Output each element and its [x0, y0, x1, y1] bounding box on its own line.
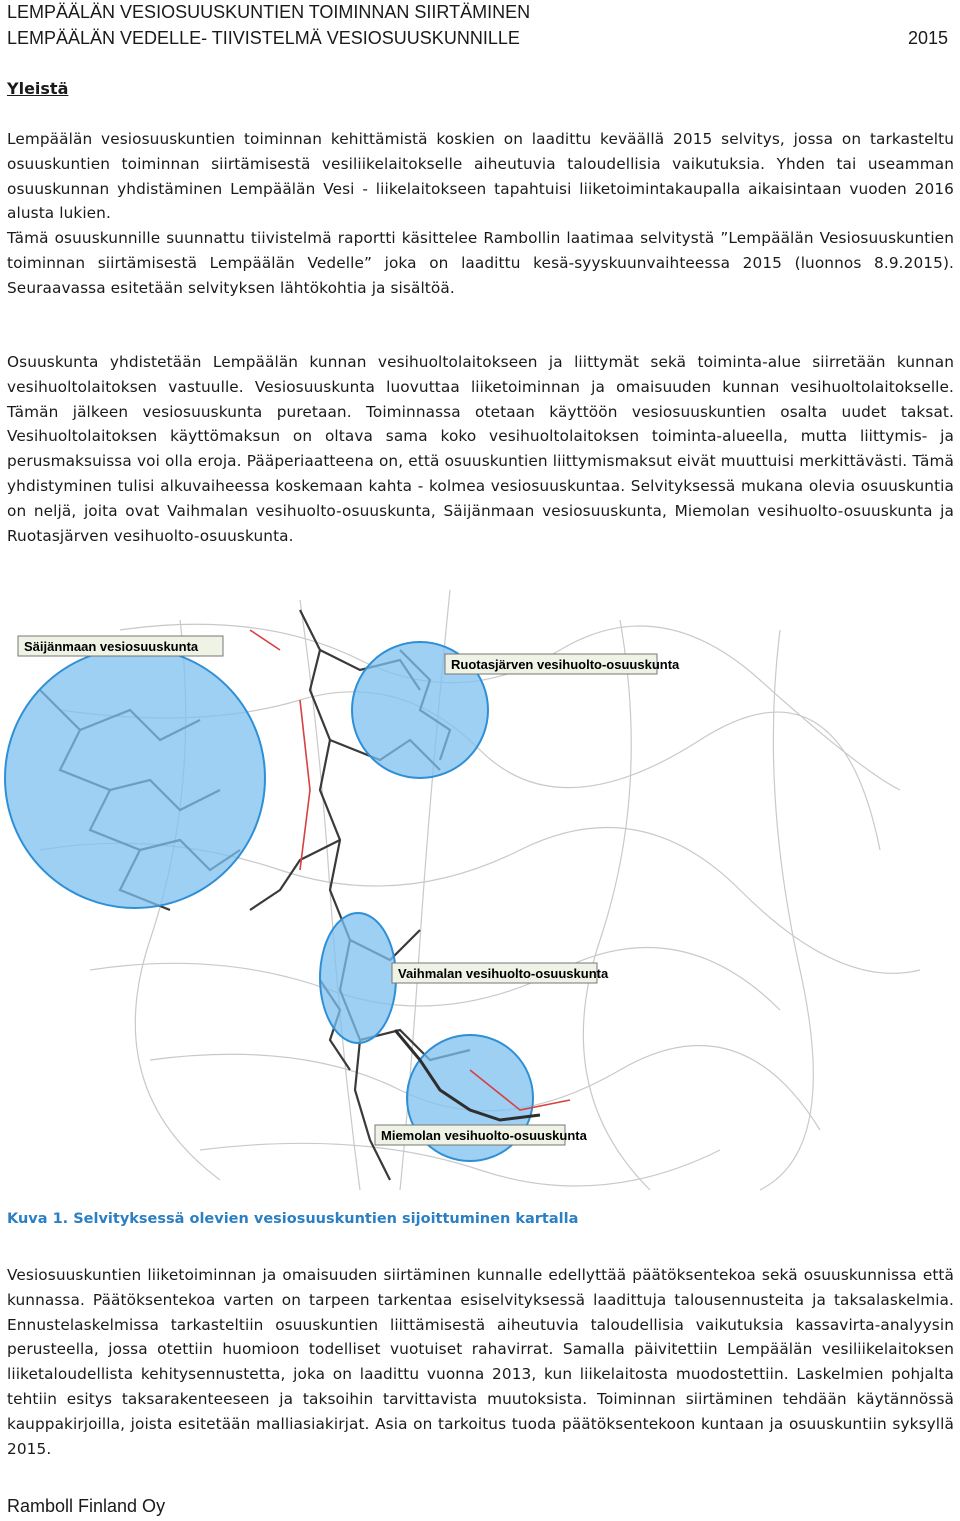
footer-company: Ramboll Finland Oy: [7, 1496, 166, 1516]
label-miemola: Miemolan vesihuolto-osuuskunta: [381, 1128, 587, 1143]
header-title-line1: LEMPÄÄLÄN VESIOSUUSKUNTIEN TOIMINNAN SIIRTÄMINEN: [7, 2, 531, 22]
paragraph-summary: Tämä osuuskunnille suunnattu tiivistelmä raportti käsittelee Rambollin laatimaa selvitystä ”Lempäälän Vesiosuuskuntien toiminnan siirtämisestä Lempäälän Vedelle” joka on laadittu kesä-syyskuunvaihteessa 2015 (luonnos 8.9.2015). Seuraavassa esitetään selvityksen lähtökohtia ja sisältöä.: [7, 229, 954, 297]
figure-caption: Kuva 1. Selvityksessä olevien vesiosuuskuntien sijoittuminen kartalla: [7, 1211, 579, 1227]
label-vaihmala: Vaihmalan vesihuolto-osuuskunta: [398, 966, 609, 981]
label-ruotasjarvi: Ruotasjärven vesihuolto-osuuskunta: [451, 657, 680, 672]
cooperatives-map: [0, 590, 960, 1200]
header-title-line2-text: LEMPÄÄLÄN VEDELLE- TIIVISTELMÄ VESIOSUUSKUNNILLE: [7, 28, 520, 48]
label-saijanmaa: Säijänmaan vesiosuuskunta: [24, 639, 199, 654]
paragraph-merger: Osuuskunta yhdistetään Lempäälän kunnan vesihuoltolaitokseen ja liittymät sekä toiminta-alue siirretään kunnan vesihuoltolaitoksen vastuulle. Vesiosuuskunta luovuttaa liiketoiminnan ja omaisuuden kunnan vesihuoltolaitokselle. Tämän jälkeen vesiosuuskunta puretaan. Toiminnassa otetaan käyttöön vesiosuuskuntien osalta uudet taksat. Vesihuoltolaitoksen käyttömaksun on oltava sama koko vesihuoltolaitoksen toiminta-alueella, mutta liittymis- ja perusmaksuissa voi olla eroja. Pääperiaatteena on, että osuuskuntien liittymismaksut eivät muuttuisi merkittävästi. Tämä yhdistyminen tulisi alkuvaiheessa koskemaan kahta - kolmea vesiosuuskuntaa. Selvityksessä mukana olevia osuuskuntia on neljä, joita ovat Vaihmalan vesihuolto-osuuskunta, Säijänmaan vesiosuuskunta, Miemolan vesihuolto-osuuskunta ja Ruotasjärven vesihuolto-osuuskunta.: [7, 353, 954, 545]
paragraph-decision: Vesiosuuskuntien liiketoiminnan ja omaisuuden siirtäminen kunnalle edellyttää päätöksentekoa sekä osuuskunnissa että kunnassa. Päätöksentekoa varten on tarpeen tarkentaa esiselvityksessä laadittuja talousennusteita ja taksalaskelmia. Ennustelaskelmissa tarkasteltiin osuuskuntien liittämisestä aiheutuvia taloudellisia vaikutuksia kassavirta-analyysin perusteella, jossa otettiin huomioon todelliset vuotuiset rahavirrat. Samalla päivitettiin Lempäälän vesiliikelaitoksen liiketaloudellista kehitysennustetta, joka on laadittu vuonna 2013, kun liikelaitosta muodostettiin. Laskelmien pohjalta tehtiin esitys taksarakenteeseen ja taksoihin tarvittavista muutoksista. Toiminnan siirtäminen tehdään käytännössä kauppakirjoilla, joista esitetään malliasiakirjat. Asia on tarkoitus tuoda päätöksentekoon kuntaan ja osuuskuntiin syksyllä 2015.: [7, 1266, 954, 1458]
header-title-line2: [7, 27, 954, 49]
section-heading: Yleistä: [7, 79, 69, 98]
header-year: 2015: [907, 28, 948, 48]
paragraph-intro: Lempäälän vesiosuuskuntien toiminnan kehittämistä koskien on laadittu keväällä 2015 selvitys, jossa on tarkasteltu osuuskuntien toiminnan siirtämisestä vesiliikelaitokselle aiheutuvia taloudellisia vaikutuksia. Yhden tai useamman osuuskunnan yhdistäminen Lempäälän Vesi - liikelaitokseen tapahtuisi liiketoimintakaupalla aikaisintaan vuoden 2016 alusta lukien.: [7, 130, 954, 223]
